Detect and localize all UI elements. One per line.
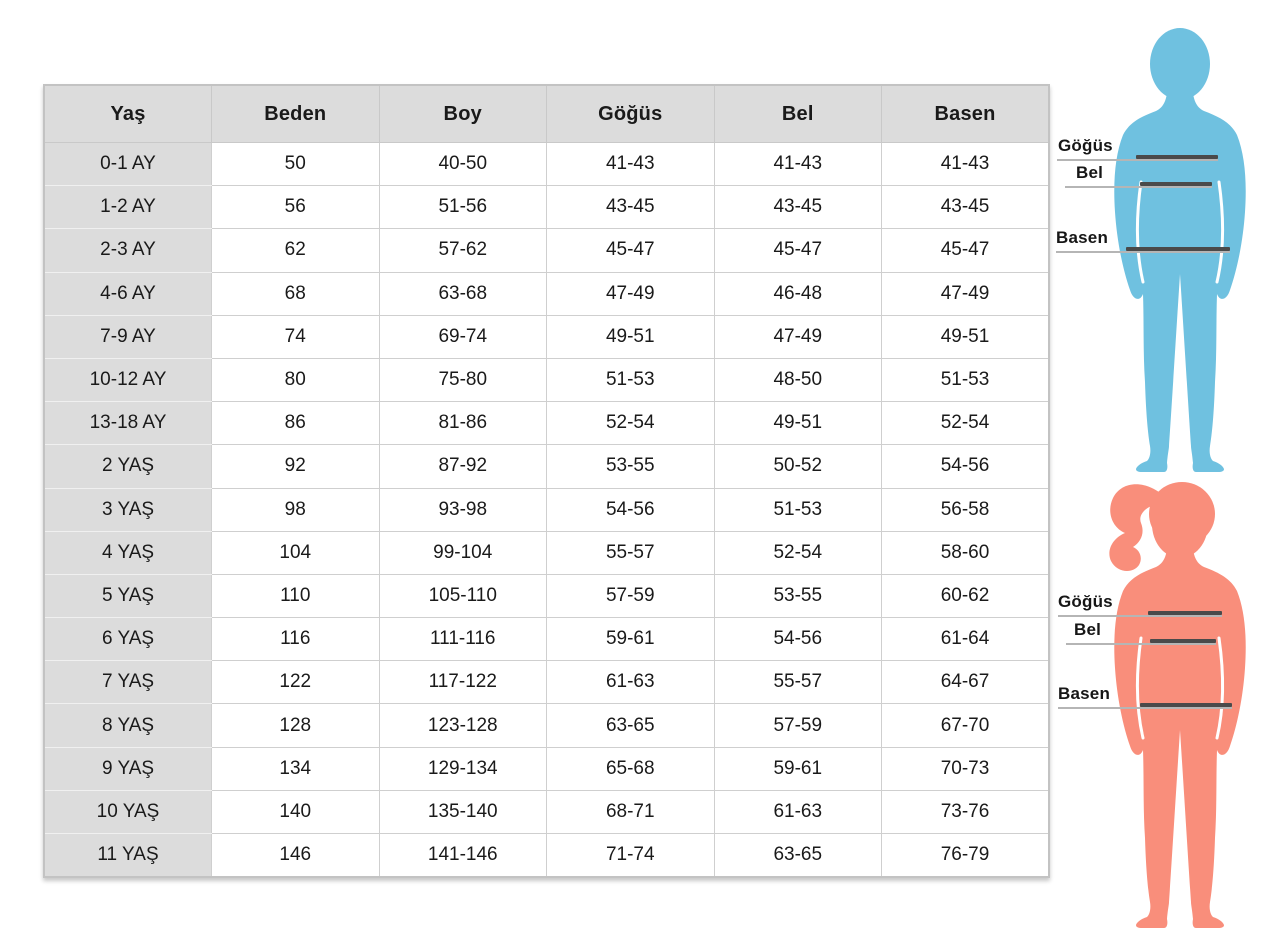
girl-waist-leader-line xyxy=(1066,643,1216,645)
size-value-cell: 57-59 xyxy=(547,574,715,617)
size-value-cell: 123-128 xyxy=(379,704,547,747)
size-value-cell: 54-56 xyxy=(882,445,1050,488)
row-age-label: 5 YAŞ xyxy=(44,574,212,617)
size-value-cell: 51-56 xyxy=(379,186,547,229)
size-value-cell: 53-55 xyxy=(714,574,882,617)
col-header-hip: Basen xyxy=(882,85,1050,143)
row-age-label: 11 YAŞ xyxy=(44,834,212,878)
boy-hip-leader-line xyxy=(1056,251,1230,253)
table-row xyxy=(44,315,1049,358)
girl-hip-label: Basen xyxy=(1058,684,1111,703)
size-value-cell: 105-110 xyxy=(379,574,547,617)
size-value-cell: 122 xyxy=(212,661,380,704)
girl-waist-measure-line xyxy=(1150,639,1216,643)
table-row xyxy=(44,445,1049,488)
table-row xyxy=(44,747,1049,790)
size-value-cell: 50 xyxy=(212,143,380,186)
boy-hip-measure-line xyxy=(1126,247,1230,251)
col-header-height: Boy xyxy=(379,85,547,143)
size-table-body xyxy=(44,143,1049,878)
girl-chest-leader-line xyxy=(1058,615,1222,617)
table-row xyxy=(44,358,1049,401)
boy-waist-leader-line xyxy=(1065,186,1212,188)
boy-chest-measure-line xyxy=(1136,155,1218,159)
size-value-cell: 61-63 xyxy=(714,790,882,833)
size-value-cell: 80 xyxy=(212,358,380,401)
size-value-cell: 116 xyxy=(212,618,380,661)
size-value-cell: 134 xyxy=(212,747,380,790)
girl-hip-leader-line xyxy=(1058,707,1232,709)
size-value-cell: 49-51 xyxy=(882,315,1050,358)
col-header-age: Yaş xyxy=(44,85,212,143)
table-row xyxy=(44,618,1049,661)
size-value-cell: 57-59 xyxy=(714,704,882,747)
size-value-cell: 49-51 xyxy=(714,402,882,445)
boy-measurement-figure xyxy=(1050,22,1280,477)
size-value-cell: 50-52 xyxy=(714,445,882,488)
size-value-cell: 86 xyxy=(212,402,380,445)
size-value-cell: 129-134 xyxy=(379,747,547,790)
size-value-cell: 98 xyxy=(212,488,380,531)
size-value-cell: 43-45 xyxy=(714,186,882,229)
size-value-cell: 52-54 xyxy=(882,402,1050,445)
girl-chest-label: Göğüs xyxy=(1058,592,1113,611)
size-value-cell: 76-79 xyxy=(882,834,1050,878)
size-value-cell: 45-47 xyxy=(882,229,1050,272)
size-value-cell: 54-56 xyxy=(547,488,715,531)
size-value-cell: 73-76 xyxy=(882,790,1050,833)
table-row xyxy=(44,272,1049,315)
size-value-cell: 74 xyxy=(212,315,380,358)
size-value-cell: 92 xyxy=(212,445,380,488)
col-header-size: Beden xyxy=(212,85,380,143)
row-age-label: 9 YAŞ xyxy=(44,747,212,790)
size-value-cell: 75-80 xyxy=(379,358,547,401)
size-value-cell: 87-92 xyxy=(379,445,547,488)
size-value-cell: 63-68 xyxy=(379,272,547,315)
row-age-label: 2 YAŞ xyxy=(44,445,212,488)
size-value-cell: 140 xyxy=(212,790,380,833)
table-row xyxy=(44,834,1049,878)
row-age-label: 6 YAŞ xyxy=(44,618,212,661)
size-table xyxy=(43,84,1050,878)
size-value-cell: 55-57 xyxy=(714,661,882,704)
table-row xyxy=(44,402,1049,445)
table-row xyxy=(44,229,1049,272)
size-value-cell: 52-54 xyxy=(547,402,715,445)
table-row xyxy=(44,531,1049,574)
size-value-cell: 41-43 xyxy=(547,143,715,186)
girl-chest-measure-line xyxy=(1148,611,1222,615)
size-value-cell: 47-49 xyxy=(547,272,715,315)
size-value-cell: 58-60 xyxy=(882,531,1050,574)
size-value-cell: 43-45 xyxy=(882,186,1050,229)
size-value-cell: 65-68 xyxy=(547,747,715,790)
size-value-cell: 63-65 xyxy=(547,704,715,747)
size-value-cell: 63-65 xyxy=(714,834,882,878)
size-value-cell: 48-50 xyxy=(714,358,882,401)
size-value-cell: 56-58 xyxy=(882,488,1050,531)
size-value-cell: 51-53 xyxy=(882,358,1050,401)
size-value-cell: 46-48 xyxy=(714,272,882,315)
size-value-cell: 49-51 xyxy=(547,315,715,358)
row-age-label: 13-18 AY xyxy=(44,402,212,445)
row-age-label: 10-12 AY xyxy=(44,358,212,401)
girl-hip-measure-line xyxy=(1140,703,1232,707)
boy-waist-measure-line xyxy=(1140,182,1212,186)
size-value-cell: 99-104 xyxy=(379,531,547,574)
size-value-cell: 59-61 xyxy=(714,747,882,790)
size-value-cell: 41-43 xyxy=(882,143,1050,186)
size-value-cell: 60-62 xyxy=(882,574,1050,617)
size-value-cell: 52-54 xyxy=(714,531,882,574)
size-table-header xyxy=(44,85,1049,143)
size-value-cell: 43-45 xyxy=(547,186,715,229)
girl-waist-label: Bel xyxy=(1074,620,1102,639)
table-row xyxy=(44,574,1049,617)
size-value-cell: 81-86 xyxy=(379,402,547,445)
table-row xyxy=(44,790,1049,833)
size-value-cell: 56 xyxy=(212,186,380,229)
row-age-label: 3 YAŞ xyxy=(44,488,212,531)
size-value-cell: 135-140 xyxy=(379,790,547,833)
size-value-cell: 68 xyxy=(212,272,380,315)
size-value-cell: 40-50 xyxy=(379,143,547,186)
boy-chest-label: Göğüs xyxy=(1058,136,1113,155)
table-row xyxy=(44,143,1049,186)
table-row xyxy=(44,661,1049,704)
size-value-cell: 45-47 xyxy=(547,229,715,272)
size-value-cell: 47-49 xyxy=(882,272,1050,315)
size-value-cell: 141-146 xyxy=(379,834,547,878)
size-value-cell: 146 xyxy=(212,834,380,878)
boy-waist-label: Bel xyxy=(1076,163,1104,182)
size-value-cell: 59-61 xyxy=(547,618,715,661)
girl-measurement-figure xyxy=(1050,478,1280,933)
row-age-label: 8 YAŞ xyxy=(44,704,212,747)
row-age-label: 7-9 AY xyxy=(44,315,212,358)
size-value-cell: 45-47 xyxy=(714,229,882,272)
size-value-cell: 111-116 xyxy=(379,618,547,661)
size-value-cell: 69-74 xyxy=(379,315,547,358)
boy-chest-leader-line xyxy=(1057,159,1218,161)
row-age-label: 4-6 AY xyxy=(44,272,212,315)
size-value-cell: 61-63 xyxy=(547,661,715,704)
size-value-cell: 53-55 xyxy=(547,445,715,488)
size-value-cell: 128 xyxy=(212,704,380,747)
table-row xyxy=(44,488,1049,531)
row-age-label: 4 YAŞ xyxy=(44,531,212,574)
boy-hip-label: Basen xyxy=(1056,228,1109,247)
row-age-label: 10 YAŞ xyxy=(44,790,212,833)
size-value-cell: 41-43 xyxy=(714,143,882,186)
size-value-cell: 61-64 xyxy=(882,618,1050,661)
size-value-cell: 57-62 xyxy=(379,229,547,272)
size-value-cell: 64-67 xyxy=(882,661,1050,704)
table-row xyxy=(44,704,1049,747)
header-row xyxy=(44,85,1049,143)
size-value-cell: 67-70 xyxy=(882,704,1050,747)
size-value-cell: 51-53 xyxy=(714,488,882,531)
col-header-waist: Bel xyxy=(714,85,882,143)
size-value-cell: 110 xyxy=(212,574,380,617)
row-age-label: 2-3 AY xyxy=(44,229,212,272)
size-value-cell: 104 xyxy=(212,531,380,574)
row-age-label: 0-1 AY xyxy=(44,143,212,186)
size-value-cell: 55-57 xyxy=(547,531,715,574)
size-value-cell: 47-49 xyxy=(714,315,882,358)
table-row xyxy=(44,186,1049,229)
row-age-label: 7 YAŞ xyxy=(44,661,212,704)
size-value-cell: 70-73 xyxy=(882,747,1050,790)
row-age-label: 1-2 AY xyxy=(44,186,212,229)
size-value-cell: 93-98 xyxy=(379,488,547,531)
size-value-cell: 54-56 xyxy=(714,618,882,661)
size-value-cell: 71-74 xyxy=(547,834,715,878)
size-value-cell: 68-71 xyxy=(547,790,715,833)
size-value-cell: 51-53 xyxy=(547,358,715,401)
size-value-cell: 62 xyxy=(212,229,380,272)
size-value-cell: 117-122 xyxy=(379,661,547,704)
col-header-chest: Göğüs xyxy=(547,85,715,143)
